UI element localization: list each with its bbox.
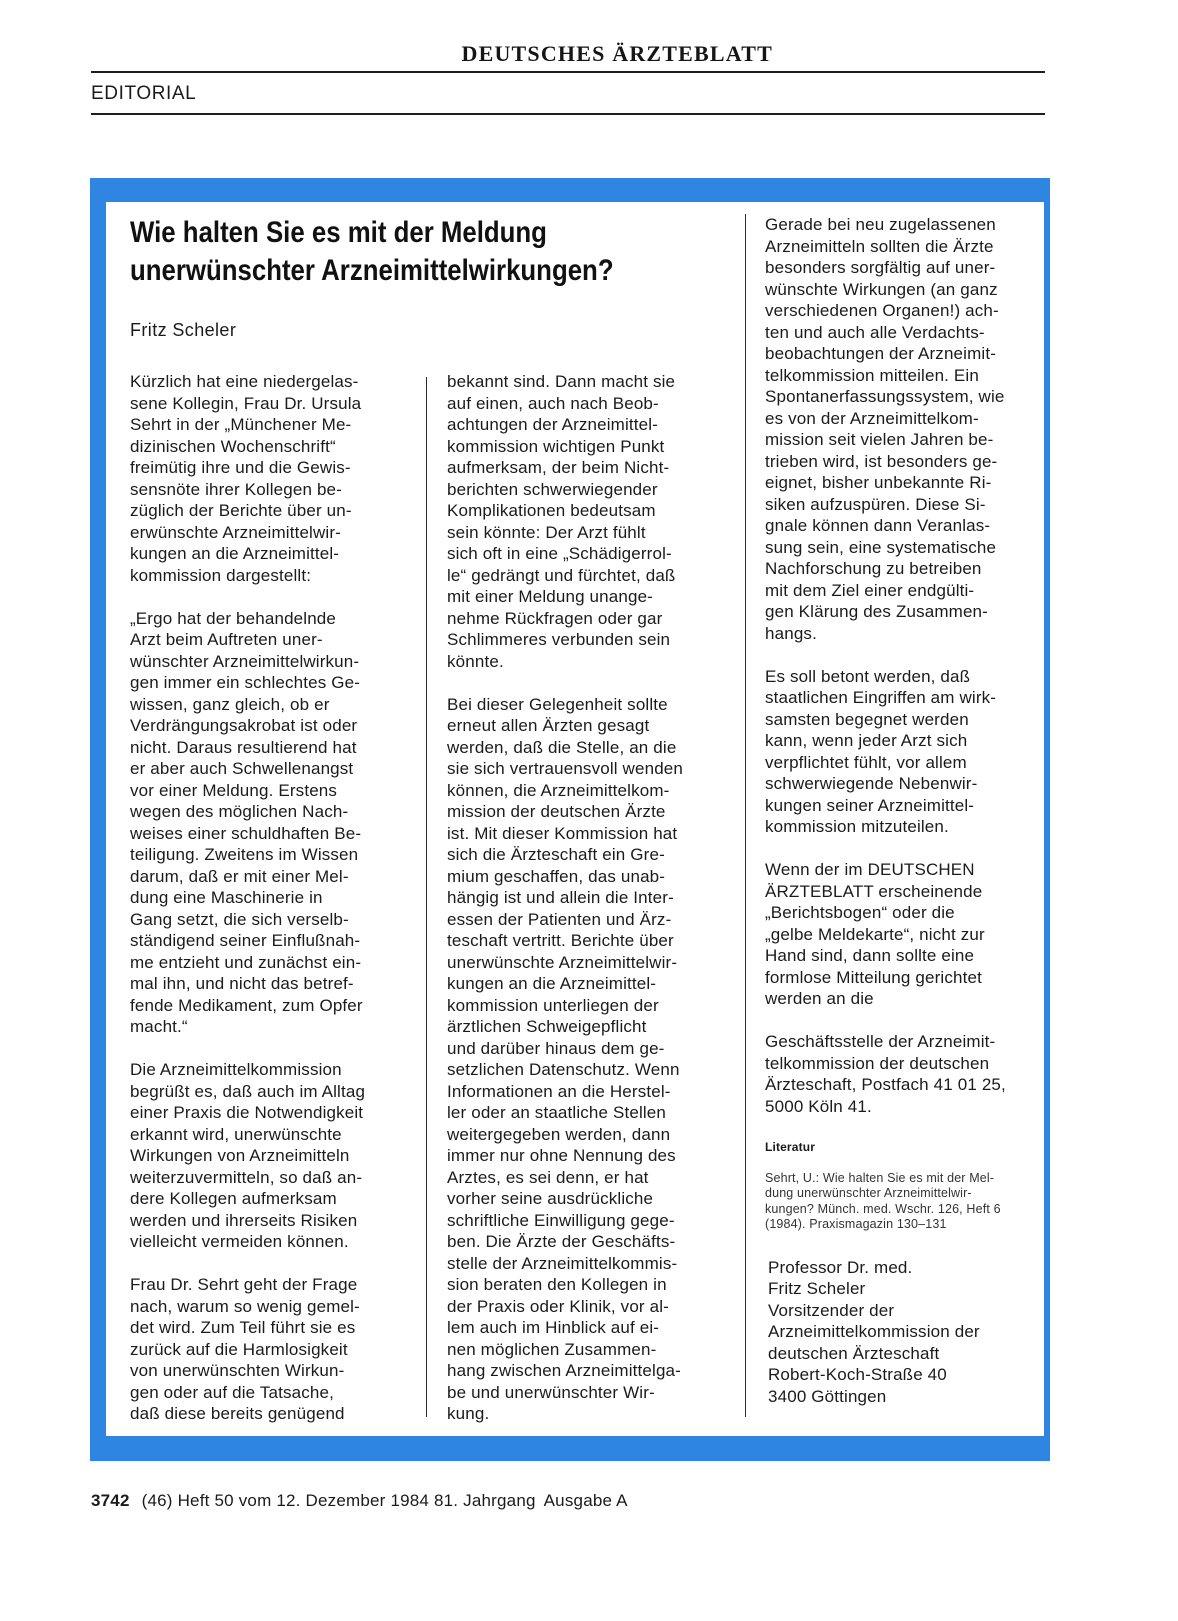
text-line: le“ gedrängt und fürchtet, daß bbox=[447, 565, 676, 585]
text-line: ärztlichen Schweigepflicht bbox=[447, 1017, 647, 1036]
text-line: der Praxis oder Klinik, vor al- bbox=[447, 1296, 669, 1316]
text-line: nen möglichen Zusammen- bbox=[447, 1339, 657, 1359]
literature-reference bbox=[765, 1171, 1050, 1233]
text-line: kung. bbox=[447, 1404, 490, 1423]
text-line: ler oder an staatliche Stellen bbox=[447, 1103, 667, 1122]
text-line: staatlichen Eingriffen am wirk- bbox=[765, 688, 997, 707]
text-line: weitergegeben werden, dann bbox=[447, 1124, 671, 1144]
text-line: erwünschte Arzneimittelwir- bbox=[130, 522, 341, 542]
text-line: Gang setzt, die sich verselb- bbox=[130, 909, 349, 929]
masthead: DEUTSCHES ÄRZTEBLATT bbox=[461, 41, 773, 66]
text-line: sich oft in eine „Schädigerrol- bbox=[447, 544, 672, 563]
text-line: gen immer ein schlechtes Ge- bbox=[130, 673, 361, 692]
column-3 bbox=[765, 214, 1050, 1429]
text-line: Wirkungen von Arzneimitteln bbox=[130, 1146, 350, 1165]
text-line: dung eine Maschinerie in bbox=[130, 888, 323, 907]
text-line: Kürzlich hat eine niedergelas- bbox=[130, 372, 359, 391]
text-line: Es soll betont werden, daß bbox=[765, 666, 971, 686]
paragraph bbox=[130, 1059, 410, 1253]
text-line: erneut allen Ärzten gesagt bbox=[447, 716, 650, 735]
text-line: telkommission der deutschen bbox=[765, 1053, 990, 1073]
column-2 bbox=[447, 371, 732, 1446]
text-line: teschaft vertritt. Berichte über bbox=[447, 931, 674, 950]
text-line: Arzneimitteln sollten die Ärzte bbox=[765, 236, 994, 256]
text-line: Bei dieser Gelegenheit sollte bbox=[447, 694, 668, 714]
text-line: schwerwiegende Nebenwir- bbox=[765, 774, 978, 793]
text-line: von unerwünschten Wirkun- bbox=[130, 1361, 345, 1380]
text-line: verpflichtet fühlt, vor allem bbox=[765, 752, 967, 772]
text-line: ist. Mit dieser Kommission hat bbox=[447, 823, 678, 843]
text-line: (1984). Praxismagazin 130–131 bbox=[765, 1217, 947, 1231]
paragraph bbox=[765, 859, 1050, 1010]
text-line: Frau Dr. Sehrt geht der Frage bbox=[130, 1275, 358, 1294]
text-line: vorher seine ausdrückliche bbox=[447, 1189, 654, 1208]
section-rule bbox=[91, 113, 1045, 115]
text-line: telkommission mitteilen. Ein bbox=[765, 365, 979, 385]
text-line: trieben wird, ist besonders ge- bbox=[765, 451, 998, 471]
text-line: eignet, bisher unbekannte Ri- bbox=[765, 473, 992, 492]
text-line: „gelbe Meldekarte“, nicht zur bbox=[765, 924, 985, 944]
text-line: Arzt beim Auftreten uner- bbox=[130, 630, 323, 649]
text-line: hängig ist und allein die Inter- bbox=[447, 888, 674, 907]
text-line: könnte. bbox=[447, 651, 504, 671]
paragraph bbox=[765, 1031, 1050, 1117]
section-label: EDITORIAL bbox=[91, 83, 197, 104]
text-line: kann, wenn jeder Arzt sich bbox=[765, 731, 968, 750]
text-line: aufmerksam, der beim Nicht- bbox=[447, 458, 670, 477]
text-line: Hand sind, dann sollte eine bbox=[765, 946, 975, 965]
text-line: wegen des möglichen Nach- bbox=[130, 802, 349, 821]
text-line: weises einer schuldhaften Be- bbox=[130, 823, 362, 843]
text-line: det wird. Zum Teil führt sie es bbox=[130, 1318, 356, 1337]
paragraph bbox=[130, 608, 410, 1038]
paragraph bbox=[447, 371, 732, 672]
text-line: sie sich vertrauensvoll wenden bbox=[447, 759, 684, 778]
text-line: wissen, ganz gleich, ob er bbox=[130, 694, 330, 714]
issue-info: (46) Heft 50 vom 12. Dezember 1984 81. Jahrgang bbox=[141, 1491, 536, 1510]
paragraph bbox=[447, 694, 732, 1425]
text-line: immer nur ohne Nennung des bbox=[447, 1146, 676, 1165]
text-line: ÄRZTEBLATT erscheinende bbox=[765, 881, 983, 901]
text-line: hang zwischen Arzneimittelga- bbox=[447, 1361, 681, 1380]
text-line: bekannt sind. Dann macht sie bbox=[447, 372, 676, 391]
text-line: „Berichtsbogen“ oder die bbox=[765, 903, 955, 922]
text-line: Sehrt, U.: Wie halten Sie es mit der Mel- bbox=[765, 1170, 995, 1185]
text-line: weiterzuvermitteln, so daß an- bbox=[130, 1167, 363, 1187]
text-line: mit einer Meldung unange- bbox=[447, 587, 653, 606]
text-line: setzlichen Datenschutz. Wenn bbox=[447, 1060, 680, 1079]
title-line: Wie halten Sie es mit der Meldung bbox=[130, 216, 547, 249]
text-line: werden an die bbox=[765, 989, 874, 1008]
text-line: mium geschaffen, das unab- bbox=[447, 866, 666, 886]
text-line: ständigend seiner Einflußnah- bbox=[130, 931, 361, 950]
text-line: besonders sorgfältig auf uner- bbox=[765, 258, 996, 277]
article-title bbox=[130, 214, 646, 290]
text-line: sung sein, eine systematische bbox=[765, 537, 997, 557]
text-line: hangs. bbox=[765, 623, 817, 643]
text-line: er aber auch Schwellenangst bbox=[130, 759, 354, 778]
text-line: nicht. Daraus resultierend hat bbox=[130, 737, 357, 757]
text-line: „Ergo hat der behandelnde bbox=[130, 608, 337, 628]
text-line: nehme Rückfragen oder gar bbox=[447, 608, 663, 628]
text-line: daß diese bereits genügend bbox=[130, 1404, 345, 1423]
text-line: werden, daß die Stelle, an die bbox=[447, 737, 677, 757]
text-line: kungen an die Arzneimittel- bbox=[130, 544, 340, 563]
text-line: achtungen der Arzneimittel- bbox=[447, 415, 658, 434]
paragraph bbox=[130, 371, 410, 586]
text-line: vor einer Meldung. Erstens bbox=[130, 780, 338, 800]
page-footer bbox=[91, 1490, 628, 1512]
text-line: dere Kollegen aufmerksam bbox=[130, 1189, 337, 1208]
paragraph bbox=[765, 214, 1050, 644]
text-line: kungen? Münch. med. Wschr. 126, Heft 6 bbox=[765, 1201, 1001, 1216]
text-line: kommission dargestellt: bbox=[130, 565, 312, 585]
text-line: Die Arzneimittelkommission bbox=[130, 1060, 342, 1079]
text-line: einer Praxis die Notwendigkeit bbox=[130, 1103, 364, 1122]
text-line: Informationen an die Herstel- bbox=[447, 1081, 671, 1101]
text-line: Robert-Koch-Straße 40 bbox=[768, 1365, 947, 1384]
article-author: Fritz Scheler bbox=[130, 320, 237, 340]
text-line: mal ihn, und nicht das betref- bbox=[130, 974, 354, 993]
text-line: sensnöte ihrer Kollegen be- bbox=[130, 479, 342, 499]
text-line: sion beraten den Kollegen in bbox=[447, 1275, 667, 1294]
text-line: Gerade bei neu zugelassenen bbox=[765, 215, 996, 234]
text-line: be und unerwünschter Wir- bbox=[447, 1382, 655, 1402]
text-line: 5000 Köln 41. bbox=[765, 1096, 872, 1116]
text-line: auf einen, auch nach Beob- bbox=[447, 393, 659, 413]
column-divider bbox=[426, 377, 427, 1417]
text-line: Wenn der im DEUTSCHEN bbox=[765, 860, 975, 879]
text-line: mission seit vielen Jahren be- bbox=[765, 430, 994, 449]
text-line: 3400 Göttingen bbox=[768, 1386, 887, 1406]
text-line: es von der Arzneimittelkom- bbox=[765, 408, 979, 428]
text-line: Nachforschung zu betreiben bbox=[765, 559, 982, 578]
text-line: unerwünschte Arzneimittelwir- bbox=[447, 952, 678, 972]
text-line: werden und ihrerseits Risiken bbox=[130, 1210, 358, 1230]
header-rule bbox=[91, 71, 1045, 73]
text-line: beobachtungen der Arzneimit- bbox=[765, 344, 997, 363]
text-line: gen oder auf die Tatsache, bbox=[130, 1382, 334, 1402]
title-line: unerwünschter Arzneimittelwirkungen? bbox=[130, 254, 614, 287]
text-line: formlose Mitteilung gerichtet bbox=[765, 967, 982, 987]
text-line: verschiedenen Organen!) ach- bbox=[765, 301, 999, 320]
text-line: Verdrängungsakrobat ist oder bbox=[130, 716, 358, 735]
text-line: Professor Dr. med. bbox=[768, 1257, 913, 1277]
text-line: sich die Ärzteschaft ein Gre- bbox=[447, 845, 665, 864]
literature-heading: Literatur bbox=[765, 1139, 816, 1154]
text-line: gnale können dann Veranlas- bbox=[765, 516, 991, 535]
text-line: können, die Arzneimittelkom- bbox=[447, 780, 670, 800]
text-line: begrüßt es, daß auch im Alltag bbox=[130, 1081, 366, 1101]
paragraph bbox=[130, 1274, 410, 1425]
text-line: deutschen Ärzteschaft bbox=[768, 1343, 940, 1363]
text-line: sein könnte: Der Arzt fühlt bbox=[447, 522, 646, 542]
text-line: Komplikationen bedeutsam bbox=[447, 501, 656, 520]
text-line: kommission unterliegen der bbox=[447, 995, 659, 1015]
text-line: wünschter Arzneimittelwirkun- bbox=[130, 651, 360, 671]
text-line: gen Klärung des Zusammen- bbox=[765, 602, 988, 621]
text-line: essen der Patienten und Ärz- bbox=[447, 909, 672, 929]
column-3-body bbox=[765, 214, 1050, 1117]
text-line: nach, warum so wenig gemel- bbox=[130, 1296, 360, 1316]
column-divider bbox=[745, 214, 746, 1417]
text-line: fende Medikament, zum Opfer bbox=[130, 995, 363, 1015]
text-line: dung unerwünschter Arzneimittelwir- bbox=[765, 1186, 972, 1200]
text-line: samsten begegnet werden bbox=[765, 709, 969, 729]
text-line: teiligung. Zweitens im Wissen bbox=[130, 845, 359, 864]
text-line: zurück auf die Harmlosigkeit bbox=[130, 1339, 348, 1359]
text-line: kungen seiner Arzneimittel- bbox=[765, 795, 975, 815]
text-line: macht.“ bbox=[130, 1017, 188, 1036]
text-line: vielleicht vermeiden können. bbox=[130, 1232, 349, 1251]
text-line: Ärzteschaft, Postfach 41 01 25, bbox=[765, 1075, 1006, 1094]
text-line: erkannt wird, unerwünschte bbox=[130, 1124, 342, 1144]
text-line: Sehrt in der „Münchener Me- bbox=[130, 415, 352, 434]
text-line: mission der deutschen Ärzte bbox=[447, 802, 666, 821]
text-line: züglich der Berichte über un- bbox=[130, 501, 352, 520]
text-line: Arzneimittelkommission der bbox=[768, 1322, 980, 1341]
text-line: Schlimmeres verbunden sein bbox=[447, 630, 671, 649]
text-line: schriftliche Einwilligung gege- bbox=[447, 1210, 675, 1230]
text-line: darum, daß er mit einer Mel- bbox=[130, 866, 349, 886]
text-line: me entzieht und zunächst ein- bbox=[130, 952, 362, 972]
text-line: kommission mitzuteilen. bbox=[765, 817, 949, 836]
edition-label: Ausgabe A bbox=[543, 1491, 628, 1510]
text-line: kungen an die Arzneimittel- bbox=[447, 974, 657, 993]
text-line: sene Kollegin, Frau Dr. Ursula bbox=[130, 393, 362, 413]
text-line: Arztes, es sei denn, er hat bbox=[447, 1167, 649, 1187]
author-signature bbox=[768, 1257, 1050, 1408]
text-line: freimütig ihre und die Gewis- bbox=[130, 458, 351, 477]
paragraph bbox=[765, 666, 1050, 838]
text-line: stelle der Arzneimittelkommis- bbox=[447, 1253, 678, 1273]
text-line: berichten schwerwiegender bbox=[447, 479, 658, 499]
text-line: und darüber hinaus dem ge- bbox=[447, 1038, 665, 1058]
text-line: Vorsitzender der bbox=[768, 1300, 895, 1320]
text-line: Geschäftsstelle der Arzneimit- bbox=[765, 1032, 996, 1051]
text-line: kommission wichtigen Punkt bbox=[447, 436, 665, 456]
column-1 bbox=[130, 371, 410, 1446]
text-line: lem auch im Hinblick auf ei- bbox=[447, 1318, 660, 1337]
text-line: ben. Die Ärzte der Geschäfts- bbox=[447, 1232, 676, 1251]
text-line: dizinischen Wochenschrift“ bbox=[130, 436, 336, 456]
text-line: siken aufzuspüren. Diese Si- bbox=[765, 494, 986, 514]
page-number: 3742 bbox=[91, 1491, 130, 1510]
text-line: Fritz Scheler bbox=[768, 1279, 866, 1298]
text-line: wünschte Wirkungen (an ganz bbox=[765, 279, 998, 299]
text-line: Spontanerfassungssystem, wie bbox=[765, 387, 1005, 406]
text-line: mit dem Ziel einer endgülti- bbox=[765, 580, 975, 600]
text-line: ten und auch alle Verdachts- bbox=[765, 322, 985, 342]
